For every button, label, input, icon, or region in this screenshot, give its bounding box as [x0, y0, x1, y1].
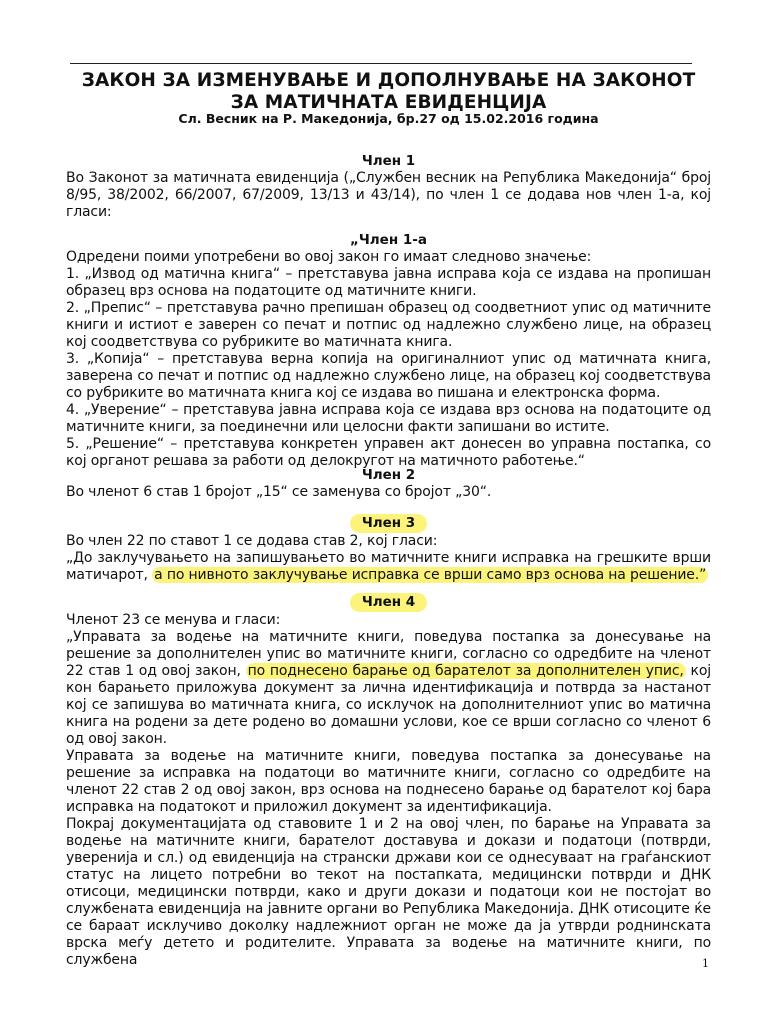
article-4-paragraph-1: „Управата за водење на матичните книги, поведува постапка за донесување на решение за дополнителен упис во матичните книги, согласно со одредбите на членот 22 став 1 од овој закон, по поднесено барање од барателот за дополнителен упис, кој кон барањето приложува документ за лична идентификација и потврда за настанот кој се запишува во матичната книга, со исклучок на дополнителниот упис во матична книга на родени за дете родено во домашни услови, кое се врши согласно со членот 6 од овој закон. [66, 629, 711, 747]
article-1 [66, 153, 711, 221]
highlighted-text: по поднесено барање од барателот за дополнителен упис, [247, 663, 684, 679]
document-title: ЗАКОН ЗА ИЗМЕНУВАЊЕ И ДОПОЛНУВАЊЕ НА ЗАКОНОТ ЗА МАТИЧНАТА ЕВИДЕНЦИЈА [81, 70, 696, 113]
article-3-text: „До заклучувањето на запишувањето во матичните книги исправка на грешките врши матичарот, а по нивното заклучување исправка се врши само врз основа на решение.” [66, 550, 711, 583]
article-1a-item: 2. „Препис“ – претставува рачно препишан образец од соодветниот упис од матичните книги и истиот е заверен со печат и потпис од надлежно службено лице, на образец кој соодветствува со рубриките во матичната книга. [66, 300, 711, 350]
article-4 [66, 593, 711, 969]
article-4-heading: Член 4 [350, 593, 427, 612]
article-1a-item: 1. „Извод од матична книга“ – претставува јавна исправа која се издава на пропишан образец врз основа на податоците од матичните книги. [66, 266, 711, 299]
article-2-heading: Член 2 [361, 467, 416, 483]
document-subtitle: Сл. Весник на Р. Македонија, бр.27 од 15.02.2016 година [178, 111, 599, 126]
article-1a-intro: Одредени поими употребени во овој закон го имаат следново значење: [66, 249, 592, 265]
page-number: 1 [702, 957, 709, 970]
article-1a-item: 4. „Уверение“ – претставува јавна исправа која се издава врз основа на податоците од матичните книги, за поединечни или целосни факти запишани во истите. [66, 402, 711, 435]
article-2-text: Во членот 6 став 1 бројот „15“ се заменува со бројот „30“. [66, 484, 492, 500]
article-1-heading: Член 1 [361, 153, 416, 169]
highlighted-text: а по нивното заклучување исправка се врши само врз основа на решение.” [154, 567, 707, 583]
article-3 [66, 514, 711, 584]
article-2 [66, 467, 711, 501]
article-1a [66, 232, 711, 470]
article-3-intro: Во член 22 по ставот 1 се додава став 2, кој гласи: [66, 533, 438, 549]
article-1a-item: 5. „Решение“ – претставува конкретен управен акт донесен во управна постапка, со кој органот решава за работи од делокругот на матичното работење.“ [66, 436, 711, 469]
article-1a-heading: „Член 1-а [350, 232, 427, 248]
article-3-heading: Член 3 [350, 514, 427, 533]
article-1a-item: 3. „Копија“ – претставува верна копија на оригиналниот упис од матичната книга, заверена со печат и потпис од надлежно службено лице, на образец кој соодветствува со рубриките во матичната книга кој се издава во пишана и електронска форма. [66, 351, 711, 401]
article-4-paragraph-2: Управата за водење на матичните книги, поведува постапка за донесување на решение за исправка на податоци во матичните книги, согласно со одредбите на членот 22 став 2 од овој закон, врз основа на поднесено барање од барателот кој бара исправка на податокот и приложил документ за идентификација. [66, 748, 711, 815]
article-4-paragraph-3: Покрај документацијата од ставовите 1 и 2 на овој член, по барање на Управата за водење на матичните книги, барателот доставува и докази и податоци (потврди, уверенија и сл.) од евиденција на странски држави кои се однесуваат на граѓанскиот статус на лицето потребни во текот на постапката, медицински потврди и ДНК отисоци, медицински потврди, како и други докази и податоци кои не постојат во службената евиденција на јавните органи во Република Македонија. ДНК отисоците ќе се бараат исклучиво доколку надлежниот орган не може да ја утврди роднинската врска меѓу детето и родителите. Управата за водење на матичните книги, по службена [66, 816, 711, 968]
article-1-text: Во Законот за матичната евиденција („Службен весник на Република Македонија“ број 8/95, 38/2002, 66/2007, 67/2009, 13/13 и 43/14), по член 1 се додава нов член 1-а, кој гласи: [66, 170, 711, 220]
article-4-intro: Членот 23 се менува и гласи: [66, 612, 281, 628]
top-rule [70, 63, 692, 64]
